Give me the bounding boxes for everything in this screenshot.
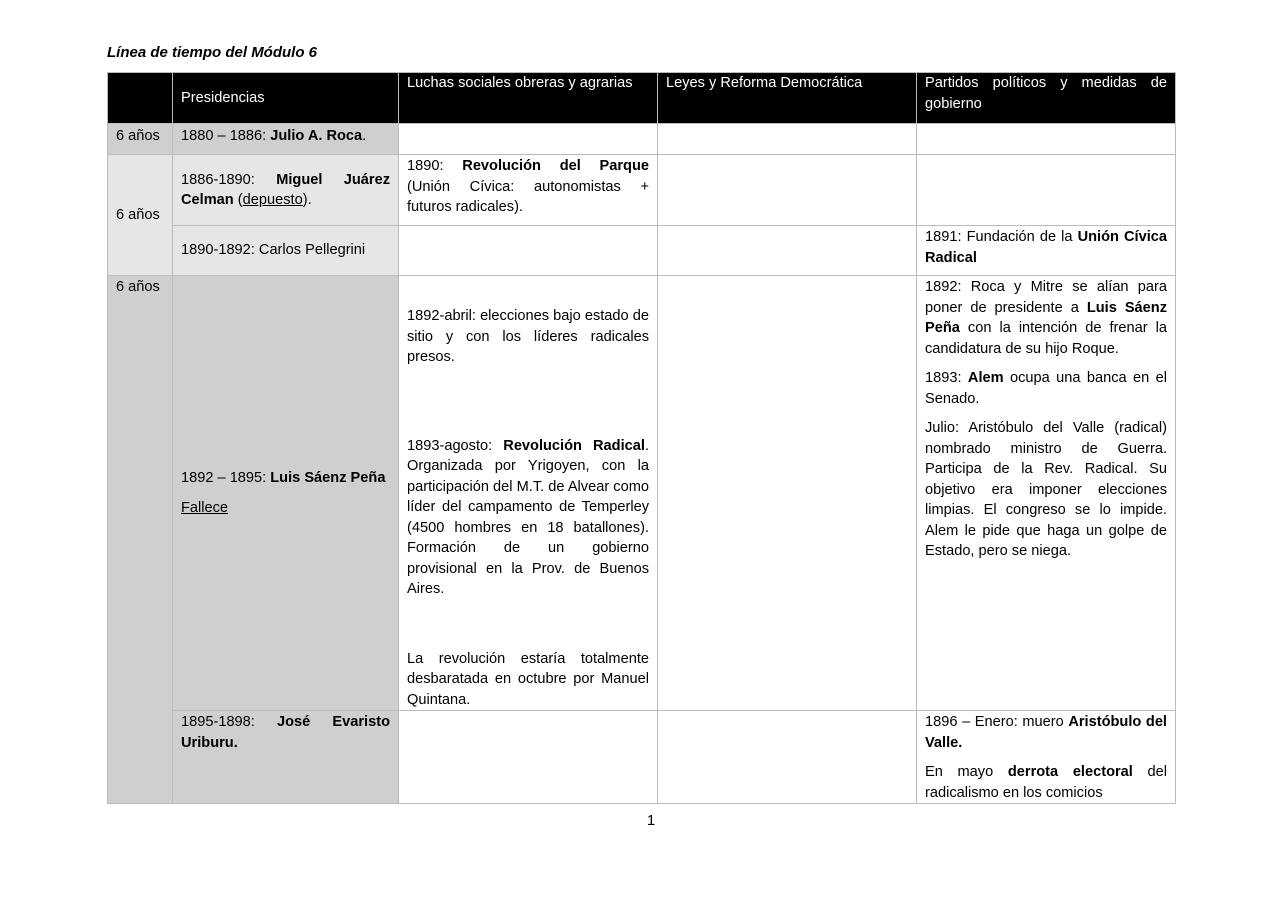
header-presidencias: Presidencias <box>173 73 399 124</box>
partidos-cell <box>917 155 1176 226</box>
presidency-cell <box>173 711 399 804</box>
partidos-text: En mayo <box>925 764 1008 780</box>
luchas-event: Revolución Radical <box>503 437 645 454</box>
luchas-detail: . Organizada por Yrigoyen, con la participación del M.T. de Alvear como líder del campamento de Temperley (4500 hombres en 18 batallones). Formación de un gobierno provisional en la Prov. de Buenos Aires. <box>407 437 649 597</box>
timeline-table <box>107 72 1176 804</box>
partidos-paragraph: Julio: Aristóbulo del Valle (radical) nombrado ministro de Guerra. Participa de la Rev. Radical. Su objetivo era imponer elecciones limpias. El congreso se lo impide. Alem le pide que haga un golpe de Estado, pero se niega. <box>925 420 1167 559</box>
presidency-suffix: ). <box>302 192 312 208</box>
luchas-cell <box>399 124 658 155</box>
table-row <box>108 711 1176 804</box>
luchas-paragraph <box>407 436 649 600</box>
table-row <box>108 155 1176 226</box>
header-years <box>108 73 173 124</box>
presidency-cell: 1890-1892: Carlos Pellegrini <box>173 226 399 276</box>
partidos-cell <box>917 124 1176 155</box>
presidency-dates: 1880 – 1886: <box>181 128 271 144</box>
page-number: 1 <box>646 812 656 829</box>
presidency-name: Julio A. Roca <box>270 128 363 144</box>
partidos-party: Unión Cívica Radical <box>925 229 1168 266</box>
document-title: Línea de tiempo del Módulo 6 <box>107 44 318 61</box>
partidos-text: ocupa una banca en el Senado. <box>925 370 1167 407</box>
header-partidos: Partidos políticos y medidas de gobierno <box>917 73 1176 124</box>
presidency-dates: 1892 – 1895: <box>181 470 271 486</box>
partidos-cell <box>917 711 1176 804</box>
header-leyes: Leyes y Reforma Democrática <box>658 73 917 124</box>
partidos-cell <box>917 276 1176 711</box>
leyes-cell <box>658 226 917 276</box>
presidency-name: Luis Sáenz Peña <box>270 470 386 486</box>
table-row <box>108 226 1176 276</box>
partidos-paragraph <box>925 712 1167 753</box>
partidos-paragraph <box>925 277 1167 359</box>
table-row <box>108 124 1176 155</box>
luchas-paragraph: 1892-abril: elecciones bajo estado de sitio y con los líderes radicales presos. <box>407 308 649 365</box>
presidency-line <box>181 468 390 489</box>
leyes-cell <box>658 124 917 155</box>
presidency-paren-open: ( <box>233 192 243 208</box>
partidos-text: 1893: <box>925 370 968 386</box>
header-luchas: Luchas sociales obreras y agrarias <box>399 73 658 124</box>
partidos-text: 1891: Fundación de la <box>925 229 1078 245</box>
partidos-paragraph <box>925 368 1167 409</box>
presidency-cell <box>173 276 399 711</box>
presidency-note: depuesto <box>242 192 303 208</box>
partidos-name: derrota electoral <box>1007 764 1133 780</box>
leyes-cell <box>658 711 917 804</box>
partidos-name: Luis Sáenz Peña <box>925 299 1168 336</box>
partidos-paragraph <box>925 762 1167 803</box>
leyes-cell <box>658 276 917 711</box>
table-row <box>108 276 1176 711</box>
presidency-name: José Evaristo Uriburu. <box>181 714 390 751</box>
leyes-cell <box>658 155 917 226</box>
years-cell: 6 años <box>108 155 173 276</box>
luchas-event: Revolución del Parque <box>462 158 650 174</box>
luchas-date: 1893-agosto: <box>407 437 504 454</box>
luchas-paragraph: La revolución estaría totalmente desbaratada en octubre por Manuel Quintana. <box>407 650 649 708</box>
presidency-name: Miguel Juárez Celman <box>181 171 390 208</box>
luchas-cell <box>399 711 658 804</box>
partidos-name: Aristóbulo del Valle. <box>925 714 1167 751</box>
luchas-cell <box>399 155 658 226</box>
luchas-cell <box>399 276 658 711</box>
luchas-cell <box>399 226 658 276</box>
luchas-detail: (Unión Cívica: autonomistas + futuros radicales). <box>407 178 649 215</box>
years-cell: 6 años <box>108 124 173 155</box>
presidency-suffix: . <box>362 128 367 144</box>
partidos-text: con la intención de frenar la candidatura de su hijo Roque. <box>925 320 1167 357</box>
presidency-dates: 1886-1890: <box>181 171 277 188</box>
partidos-name: Alem <box>967 370 1004 386</box>
presidency-cell <box>173 155 399 226</box>
presidency-dates: 1895-1898: <box>181 714 277 730</box>
partidos-cell <box>917 226 1176 276</box>
presidency-cell <box>173 124 399 155</box>
partidos-text: 1892: Roca y Mitre se alían para poner de presidente a <box>925 279 1167 316</box>
header-row <box>108 73 1176 124</box>
luchas-year: 1890: <box>407 158 463 174</box>
partidos-text: 1896 – Enero: muero <box>925 714 1069 730</box>
years-cell: 6 años <box>108 276 173 804</box>
partidos-text: del radicalismo en los comicios <box>925 764 1167 801</box>
presidency-note: Fallece <box>181 499 229 516</box>
